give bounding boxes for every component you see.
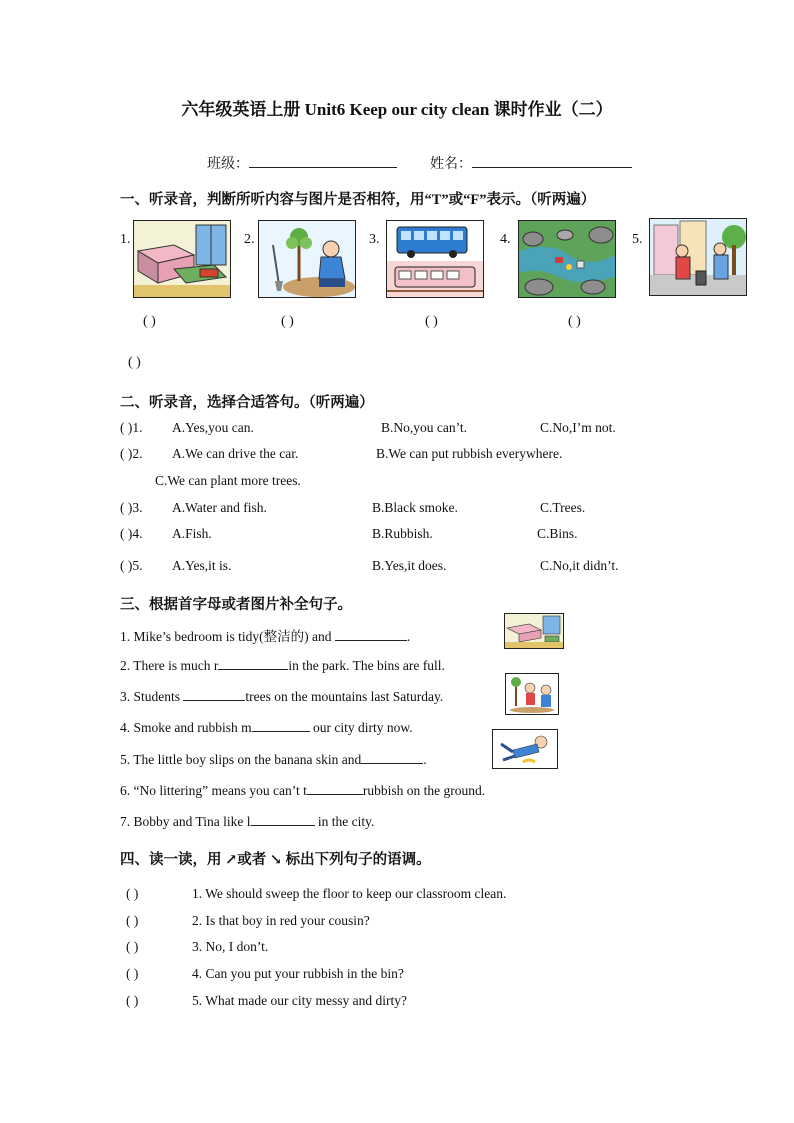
s3-text: 6. “No littering” means you can’t t [120,783,307,798]
s3-blank[interactable] [361,751,423,764]
s3-text: 7. Bobby and Tina like l [120,814,251,829]
s4-paren[interactable]: ( ) [126,993,139,1008]
s3-blank[interactable] [307,782,363,795]
dirty-river-picture [518,220,616,298]
s4-sentence: 4. Can you put your rubbish in the bin? [192,966,404,981]
s3-text: 4. Smoke and rubbish m [120,720,252,735]
s4-paren[interactable]: ( ) [126,939,139,954]
s2-option-a: A.Yes,you can. [172,420,254,435]
name-label: 姓名： [430,157,472,172]
s1-answer-5[interactable]: ( ) [128,355,141,370]
s1-num-5: 5. [632,232,643,247]
s3-blank[interactable] [183,688,245,701]
section3-heading: 三、根据首字母或者图片补全句子。 [120,597,352,613]
tidy-bedroom-picture [504,613,564,649]
s4-sentence: 2. Is that boy in red your cousin? [192,913,370,928]
s2-option-c: C.No,I’m not. [540,420,616,435]
s4-sentence: 3. No, I don’t. [192,939,269,954]
name-field [430,153,632,173]
s3-text: 3. Students [120,689,184,704]
s3-text: in the city. [314,814,375,829]
s2-option-c: C.No,it didn’t. [540,558,619,573]
s2-item-1 [120,420,143,436]
s2-num[interactable]: ( )3. [120,500,143,515]
s4-sentence: 5. What made our city messy and dirty? [192,993,407,1008]
s2-option-c: C.Trees. [540,500,586,515]
s3-blank[interactable] [218,657,288,670]
s2-option-b: B.Black smoke. [372,500,458,515]
class-field [207,153,397,173]
s4-sentence: 1. We should sweep the floor to keep our classroom clean. [192,886,507,901]
bedroom-picture [133,220,231,298]
s3-blank[interactable] [335,628,407,641]
bus-and-train-picture [386,220,484,298]
s3-sentence-1 [120,625,410,645]
class-blank[interactable] [249,155,397,168]
s1-answer-2[interactable]: ( ) [281,314,294,329]
s2-num[interactable]: ( )4. [120,526,143,541]
s1-answer-4[interactable]: ( ) [568,314,581,329]
s2-num[interactable]: ( )5. [120,558,143,573]
boy-slipping-picture [492,729,558,769]
name-blank[interactable] [472,155,632,168]
s3-sentence-6 [120,782,485,799]
s3-blank[interactable] [251,813,315,826]
page-title: 六年级英语上册 Unit6 Keep our city clean 课时作业（二） [181,100,613,119]
s2-option-a: A.Yes,it is. [172,558,232,573]
s1-answer-3[interactable]: ( ) [425,314,438,329]
s4-paren[interactable]: ( ) [126,966,139,981]
s1-num-2: 2. [244,232,255,247]
s3-text: . [406,629,411,644]
s2-option-a: A.Fish. [172,526,212,541]
s1-num-3: 3. [369,232,380,247]
s2-option-b: B.No,you can’t. [381,420,467,435]
s3-text: 1. Mike’s bedroom is tidy(整洁的) and [120,629,335,644]
s2-option-b: B.Rubbish. [372,526,433,541]
s2-option-b: B.Yes,it does. [372,558,447,573]
planting-tree-picture [258,220,356,298]
section2-heading: 二、听录音，选择合适答句。（听两遍） [120,395,374,411]
s3-sentence-3 [120,688,443,705]
littering-street-picture [649,218,747,296]
s3-text: . [423,752,427,767]
s3-text: 2. There is much r [120,658,219,673]
s3-sentence-5 [120,751,427,768]
section1-heading: 一、听录音，判断所听内容与图片是否相符，用“T”或“F”表示。（听两遍） [120,192,596,208]
s1-answer-1[interactable]: ( ) [143,314,156,329]
s3-sentence-4 [120,719,413,736]
s3-sentence-7 [120,813,374,830]
s3-sentence-2 [120,657,445,674]
s4-paren[interactable]: ( ) [126,886,139,901]
s3-blank[interactable] [252,719,310,732]
class-label: 班级： [207,157,249,172]
s2-option-a: A.Water and fish. [172,500,267,515]
s2-option-a: A.We can drive the car. [172,446,299,461]
s3-text: trees on the mountains last Saturday. [245,689,444,704]
s2-num[interactable]: ( )1. [120,420,143,435]
section4-heading: 四、读一读，用 ↗或者 ↘ 标出下列句子的语调。 [120,852,431,868]
s1-num-1: 1. [120,232,131,247]
s2-option-c: C.We can plant more trees. [155,473,301,488]
s3-text: rubbish on the ground. [362,783,486,798]
s3-text: in the park. The bins are full. [288,658,445,673]
s4-paren[interactable]: ( ) [126,913,139,928]
s3-text: 5. The little boy slips on the banana skin and [120,752,362,767]
s2-option-b: B.We can put rubbish everywhere. [376,446,563,461]
s3-text: our city dirty now. [309,720,413,735]
s1-num-4: 4. [500,232,511,247]
s2-option-c: C.Bins. [537,526,578,541]
kids-planting-picture [505,673,559,715]
s2-num[interactable]: ( )2. [120,446,143,461]
